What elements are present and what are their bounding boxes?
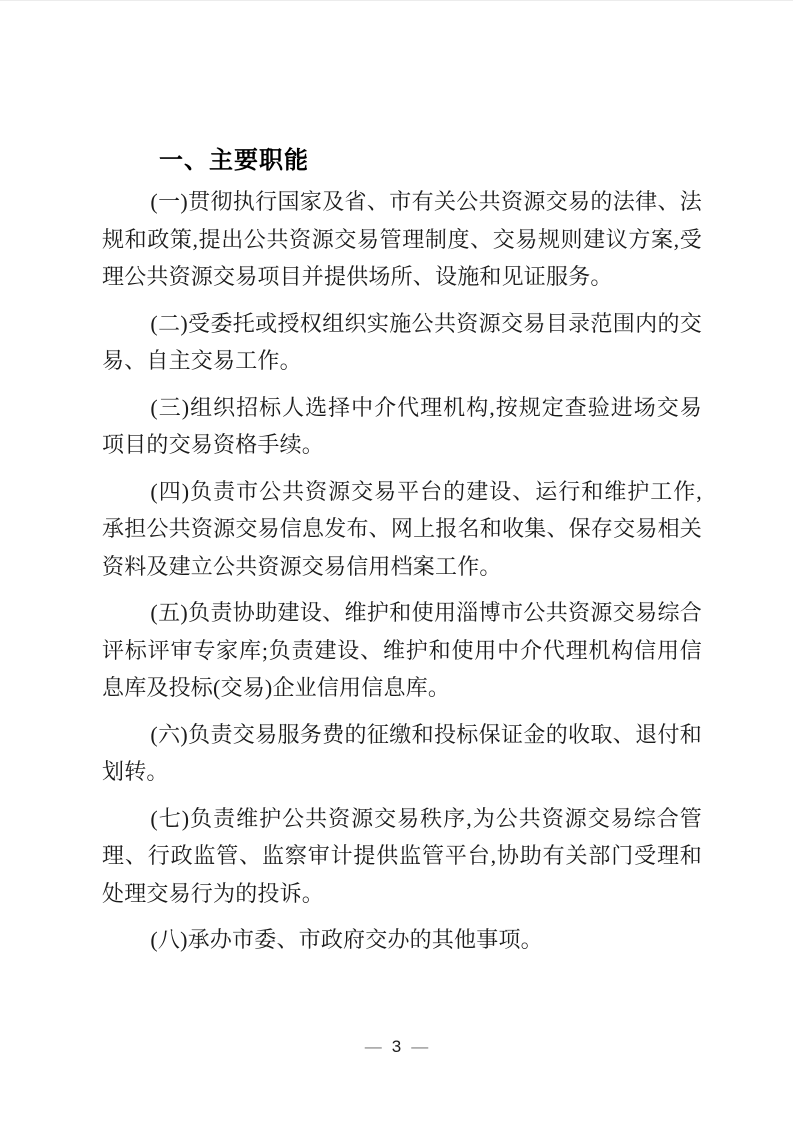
section-heading: 一、主要职能 <box>159 147 309 174</box>
paragraph-5: (五)负责协助建设、维护和使用淄博市公共资源交易综合评标评审专家库;负责建设、维护和使用中介代理机构信用信息库及投标(交易)企业信用信息库。 <box>102 600 702 700</box>
paragraph-6: (六)负责交易服务费的征缴和投标保证金的收取、退付和划转。 <box>102 721 702 784</box>
page-footer <box>0 1034 793 1060</box>
paragraph-1: (一)贯彻执行国家及省、市有关公共资源交易的法律、法规和政策,提出公共资源交易管理制度、交易规则建议方案,受理公共资源交易项目并提供场所、设施和见证服务。 <box>102 189 702 289</box>
paragraph-3: (三)组织招标人选择中介代理机构,按规定查验进场交易项目的交易资格手续。 <box>102 394 702 457</box>
page-number-dash-left: — <box>364 1037 382 1056</box>
paragraph-7: (七)负责维护公共资源交易秩序,为公共资源交易综合管理、行政监管、监察审计提供监管平台,协助有关部门受理和处理交易行为的投诉。 <box>102 805 702 906</box>
document-body <box>102 142 702 968</box>
page-number-dash-right: — <box>411 1037 429 1056</box>
paragraph-4: (四)负责市公共资源交易平台的建设、运行和维护工作,承担公共资源交易信息发布、网上报名和收集、保存交易相关资料及建立公共资源交易信用档案工作。 <box>102 478 702 579</box>
page-number: 3 <box>391 1037 402 1056</box>
paragraph-2: (二)受委托或授权组织实施公共资源交易目录范围内的交易、自主交易工作。 <box>102 310 702 373</box>
paragraph-8: (八)承办市委、市政府交办的其他事项。 <box>150 927 543 952</box>
